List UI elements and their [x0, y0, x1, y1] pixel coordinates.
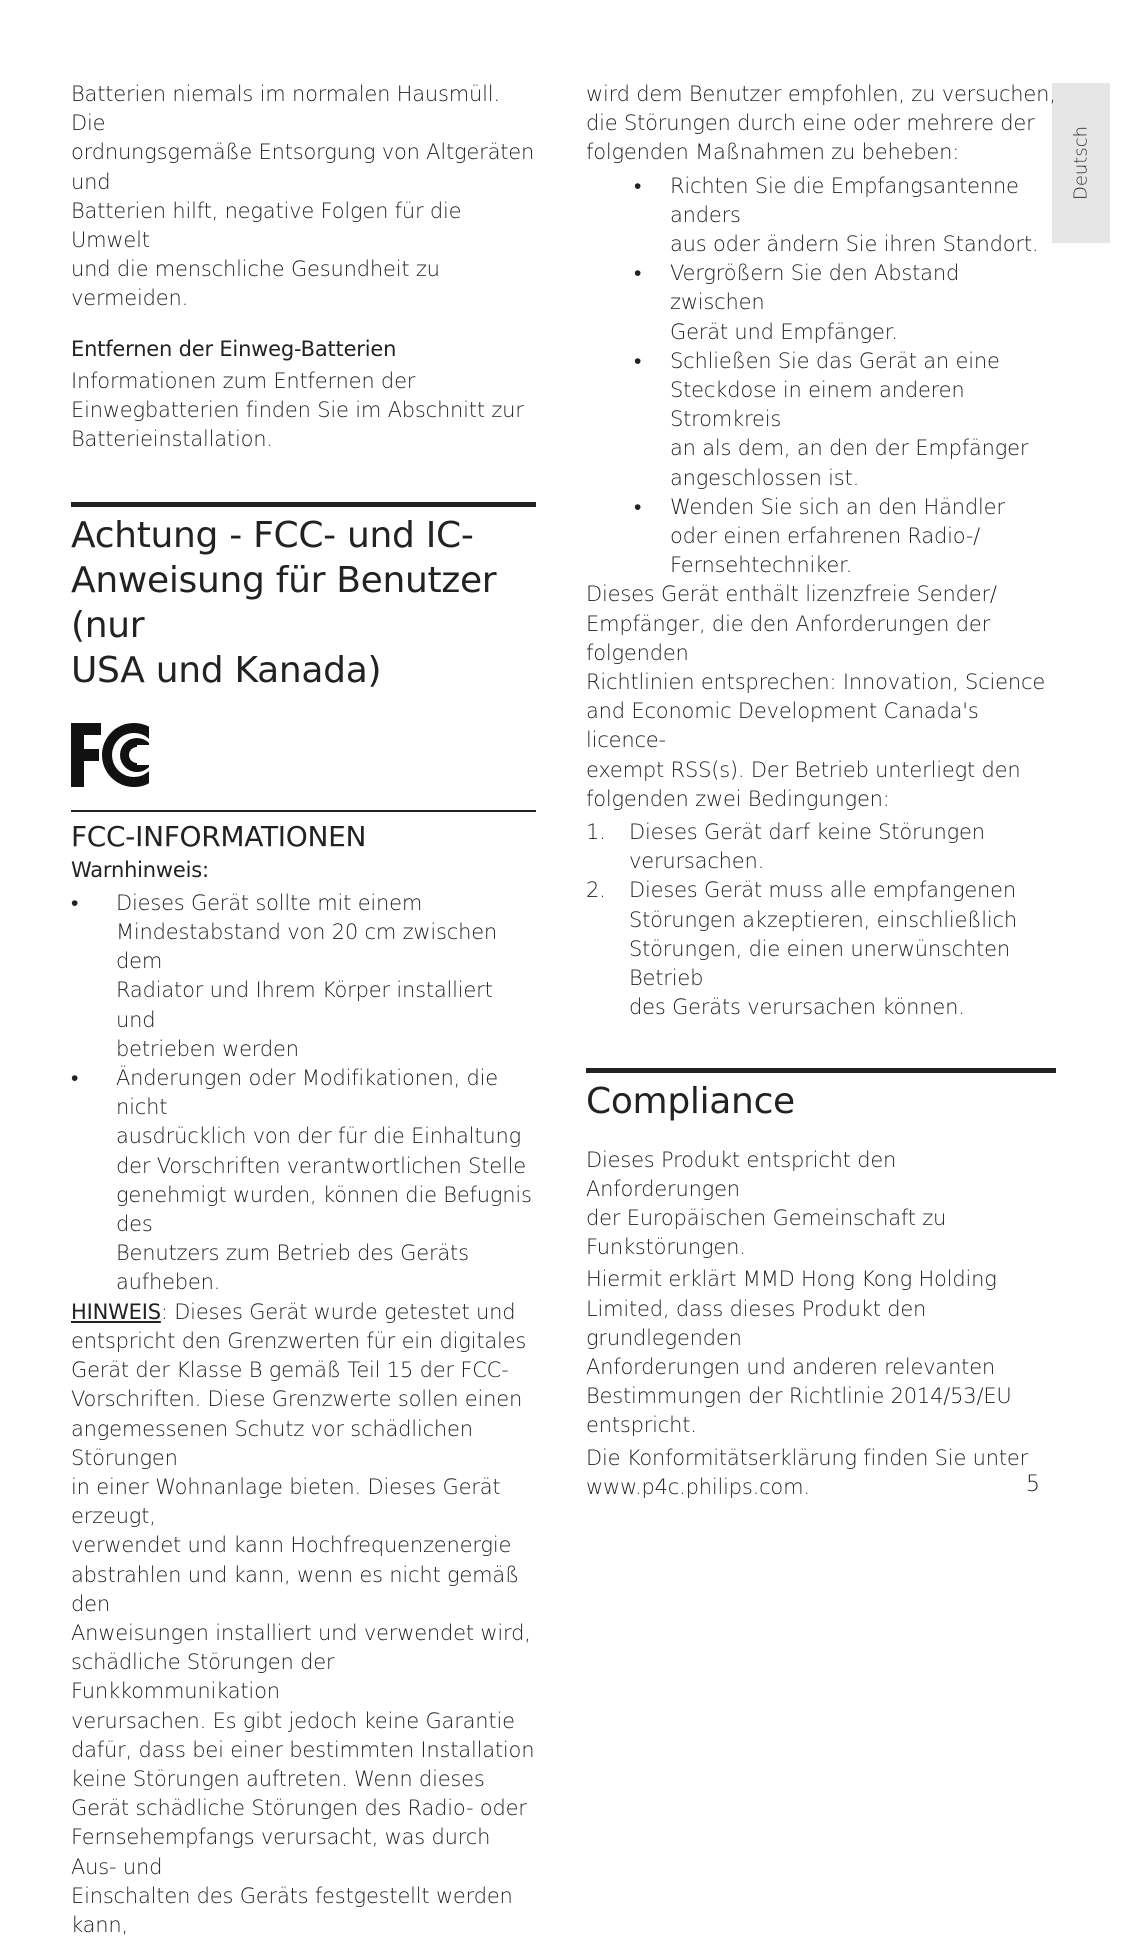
page-number: 5: [1026, 1472, 1040, 1497]
warning-list: [71, 889, 536, 1298]
list-item: 1. Dieses Gerät darf keine Störungen verursachen.: [586, 820, 985, 874]
compliance-rule: [586, 1068, 1056, 1073]
conformity-paragraph: Die Konformitätserklärung finden Sie unter www.p4c.philips.com.: [586, 1445, 1029, 1499]
conditions-list: [586, 818, 1056, 1022]
warning-label: Warnhinweis:: [71, 857, 209, 882]
fcc-heading: FCC-INFORMATIONEN: [71, 819, 367, 853]
license-paragraph: Dieses Gerät enthält lizenzfreie Sender/ Empfänger, die den Anforderungen der folgenden Richtlinien entsprechen: Innovation, Science and Economic Development Canada's licence- exempt RSS(s). Der Betrieb unterliegt den folgenden zwei Bedingungen:: [586, 582, 1046, 811]
removal-paragraph: Informationen zum Entfernen der Einwegbatterien finden Sie im Abschnitt zur Batterieinstallation.: [71, 368, 524, 452]
left-column: [71, 80, 536, 1940]
continuation-paragraph: wird dem Benutzer empfohlen, zu versuchen, die Störungen durch eine oder mehrere der folgenden Maßnahmen zu beheben:: [586, 82, 1056, 165]
language-tab-label: Deutsch: [1070, 125, 1092, 201]
list-item: • Vergrößern Sie den Abstand zwischen Gerät und Empfänger.: [634, 261, 960, 344]
removal-heading: Entfernen der Einweg-Batterien: [71, 336, 397, 361]
right-column: [586, 80, 1056, 1502]
website-link-text: www.p4c.philips.com.: [586, 1474, 810, 1499]
list-item: • Schließen Sie das Gerät an eine Steckdose in einem anderen Stromkreis an als dem, an den der Empfänger angeschlossen ist.: [634, 348, 1029, 490]
note-paragraph: HINWEIS: Dieses Gerät wurde getestet und entspricht den Grenzwerten für ein digitales Gerät der Klasse B gemäß Teil 15 der FCC- Vorschriften. Diese Grenzwerte sollen einen angemessenen Schutz vor schädlichen Störungen in einer Wohnanlage bieten. Dieses Gerät erzeugt, verwendet und kann Hochfrequenzenergie abstrahlen und kann, wenn es nicht gemäß den Anweisungen installiert und verwendet wird, schädliche Störungen der Funkkommunikation verursachen. Es gibt jedoch keine Garantie dafür, dass bei einer bestimmten Installation keine Störungen auftreten. Wenn dieses Gerät schädliche Störungen des Radio- oder Fernsehempfangs verursacht, was durch Aus- und Einschalten des Geräts festgestellt werden kann,: [71, 1299, 535, 1937]
list-item: 2. Dieses Gerät muss alle empfangenen Störungen akzeptieren, einschließlich Störungen, die einen unerwünschten Betrieb des Geräts verursachen können.: [586, 878, 1017, 1020]
fcc-logo-icon: [71, 721, 171, 791]
intro-paragraph: Batterien niemals im normalen Hausmüll. Die ordnungsgemäße Entsorgung von Altgeräten und Batterien hilft, negative Folgen für die Umwelt und die menschliche Gesundheit zu vermeiden.: [71, 82, 535, 311]
compliance-title: Compliance: [586, 1080, 795, 1122]
declaration-paragraph: Hiermit erklärt MMD Hong Kong Holding Limited, dass dieses Produkt den grundlegenden Anforderungen und anderen relevanten Bestimmungen der Richtlinie 2014/53/EU entspricht.: [586, 1267, 1012, 1438]
list-item: • Dieses Gerät sollte mit einem Mindestabstand von 20 cm zwischen dem Radiator und Ihrem Körper installiert und betrieben werden: [71, 890, 498, 1061]
list-item: • Richten Sie die Empfangsantenne anders aus oder ändern Sie ihren Standort.: [634, 173, 1039, 257]
section-title: Achtung - FCC- und IC- Anweisung für Benutzer (nur USA und Kanada): [71, 515, 497, 692]
list-item: • Wenden Sie sich an den Händler oder einen erfahrenen Radio-/ Fernsehtechniker.: [634, 494, 1005, 578]
fcc-rule: [71, 810, 536, 812]
measures-list: [586, 172, 1056, 581]
section-rule: [71, 502, 536, 507]
note-label: HINWEIS: [71, 1299, 161, 1324]
compliance-paragraph: Dieses Produkt entspricht den Anforderungen der Europäischen Gemeinschaft zu Funkstörungen.: [586, 1147, 947, 1260]
list-item: • Änderungen oder Modifikationen, die nicht ausdrücklich von der für die Einhaltung der Vorschriften verantwortlichen Stelle genehmigt wurden, können die Befugnis des Benutzers zum Betrieb des Geräts aufheben.: [71, 1066, 532, 1295]
language-tab: [1052, 83, 1110, 243]
